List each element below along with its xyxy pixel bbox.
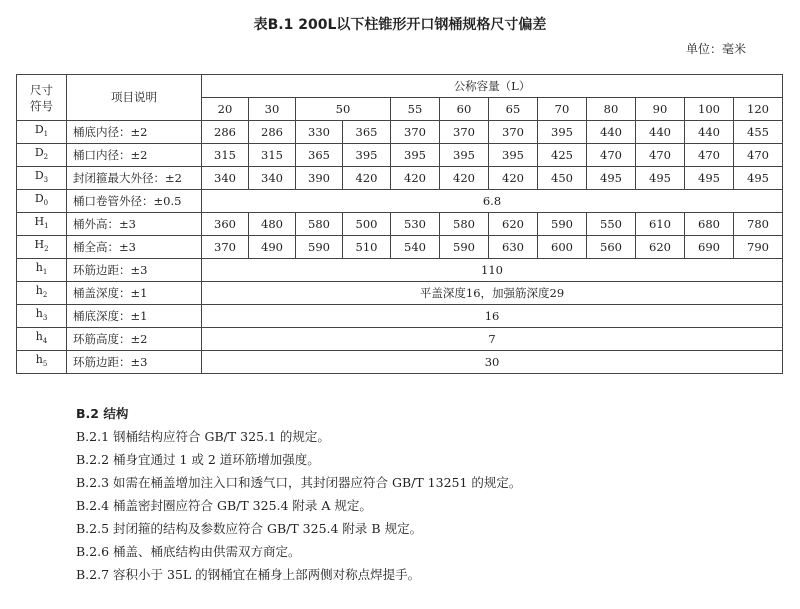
value-cell: 470	[734, 144, 783, 167]
capacity-cell: 80	[587, 98, 636, 121]
capacity-cell: 55	[391, 98, 440, 121]
table-title: 表B.1 200L以下柱锥形开口钢桶规格尺寸偏差	[253, 17, 547, 33]
value-cell: 395	[391, 144, 440, 167]
value-cell: 510	[343, 236, 391, 259]
value-cell: 470	[685, 144, 734, 167]
description-cell: 桶口内径：±2	[67, 144, 202, 167]
value-cell: 495	[685, 167, 734, 190]
value-cell: 590	[538, 213, 587, 236]
merged-value-cell: 30	[202, 351, 783, 374]
merged-value-cell: 7	[202, 328, 783, 351]
value-cell: 620	[489, 213, 538, 236]
description-cell: 环筋高度：±2	[67, 328, 202, 351]
capacity-cell: 90	[636, 98, 685, 121]
value-cell: 450	[538, 167, 587, 190]
list-item: B.2.3 如需在桶盖增加注入口和透气口，其封闭器应符合 GB/T 13251 的规定。	[76, 475, 522, 490]
value-cell: 420	[343, 167, 391, 190]
value-cell: 440	[636, 121, 685, 144]
value-cell: 340	[202, 167, 249, 190]
header-row-1	[17, 75, 783, 98]
symbol-cell: $h_3$	[17, 305, 67, 328]
symbol-cell: $H_1$	[17, 213, 67, 236]
value-cell: 370	[489, 121, 538, 144]
section-title: B.2 结构	[76, 406, 129, 421]
value-cell: 315	[202, 144, 249, 167]
capacity-cell: 20	[202, 98, 249, 121]
merged-value-cell: 16	[202, 305, 783, 328]
list-item: B.2.5 封闭箍的结构及参数应符合 GB/T 325.4 附录 B 规定。	[76, 521, 423, 536]
value-cell: 395	[489, 144, 538, 167]
value-cell: 790	[734, 236, 783, 259]
value-cell: 580	[296, 213, 343, 236]
table-row	[17, 167, 783, 190]
description-cell: 桶底内径：±2	[67, 121, 202, 144]
value-cell: 495	[587, 167, 636, 190]
value-cell: 620	[636, 236, 685, 259]
section-items	[76, 425, 521, 586]
capacity-cell: 100	[685, 98, 734, 121]
value-cell: 495	[636, 167, 685, 190]
table-row	[17, 305, 783, 328]
description-cell: 环筋边距：±3	[67, 351, 202, 374]
capacity-cell: 120	[734, 98, 783, 121]
value-cell: 480	[249, 213, 296, 236]
capacity-cell: 70	[538, 98, 587, 121]
value-cell: 370	[202, 236, 249, 259]
table-row	[17, 259, 783, 282]
value-cell: 780	[734, 213, 783, 236]
value-cell: 455	[734, 121, 783, 144]
value-cell: 540	[391, 236, 440, 259]
value-cell: 395	[440, 144, 489, 167]
value-cell: 550	[587, 213, 636, 236]
list-item: B.2.6 桶盖、桶底结构由供需双方商定。	[76, 544, 301, 559]
value-cell: 440	[587, 121, 636, 144]
symbol-cell: $h_5$	[17, 351, 67, 374]
value-cell: 500	[343, 213, 391, 236]
value-cell: 680	[685, 213, 734, 236]
unit-label: 单位：毫米	[685, 42, 746, 56]
value-cell: 370	[440, 121, 489, 144]
header-capacity: 公称容量（L）	[202, 75, 783, 98]
spec-table	[16, 74, 783, 374]
value-cell: 420	[391, 167, 440, 190]
capacity-cell: 50	[296, 98, 391, 121]
value-cell: 600	[538, 236, 587, 259]
description-cell: 桶口卷管外径：±0.5	[67, 190, 202, 213]
value-cell: 420	[489, 167, 538, 190]
value-cell: 495	[734, 167, 783, 190]
value-cell: 590	[296, 236, 343, 259]
value-cell: 530	[391, 213, 440, 236]
capacity-cell: 30	[249, 98, 296, 121]
value-cell: 470	[587, 144, 636, 167]
merged-value-cell: 110	[202, 259, 783, 282]
value-cell: 395	[538, 121, 587, 144]
value-cell: 395	[343, 144, 391, 167]
table-row	[17, 236, 783, 259]
value-cell: 425	[538, 144, 587, 167]
value-cell: 420	[440, 167, 489, 190]
table-row	[17, 282, 783, 305]
list-item: B.2.2 桶身宜通过 1 或 2 道环筋增加强度。	[76, 452, 320, 467]
table-row	[17, 144, 783, 167]
value-cell: 360	[202, 213, 249, 236]
value-cell: 286	[249, 121, 296, 144]
symbol-cell: $h_1$	[17, 259, 67, 282]
description-cell: 环筋边距：±3	[67, 259, 202, 282]
description-cell: 桶底深度：±1	[67, 305, 202, 328]
value-cell: 590	[440, 236, 489, 259]
description-cell: 桶全高：±3	[67, 236, 202, 259]
value-cell: 340	[249, 167, 296, 190]
table-row	[17, 328, 783, 351]
header-symbol: 尺寸 符号	[17, 75, 67, 121]
description-cell: 桶盖深度：±1	[67, 282, 202, 305]
header-description: 项目说明	[67, 75, 202, 121]
table-row	[17, 213, 783, 236]
merged-value-cell: 6.8	[202, 190, 783, 213]
value-cell: 690	[685, 236, 734, 259]
value-cell: 390	[296, 167, 343, 190]
value-cell: 330	[296, 121, 343, 144]
description-cell: 桶外高：±3	[67, 213, 202, 236]
list-item: B.2.1 钢桶结构应符合 GB/T 325.1 的规定。	[76, 429, 330, 444]
table-row	[17, 121, 783, 144]
merged-value-cell: 平盖深度16，加强筋深度29	[202, 282, 783, 305]
value-cell: 315	[249, 144, 296, 167]
value-cell: 365	[343, 121, 391, 144]
spec-table-body	[17, 121, 783, 374]
table-row	[17, 190, 783, 213]
symbol-cell: $H_2$	[17, 236, 67, 259]
symbol-cell: $D_1$	[17, 121, 67, 144]
value-cell: 490	[249, 236, 296, 259]
symbol-cell: $D_3$	[17, 167, 67, 190]
value-cell: 560	[587, 236, 636, 259]
value-cell: 630	[489, 236, 538, 259]
list-item: B.2.4 桶盖密封圈应符合 GB/T 325.4 附录 A 规定。	[76, 498, 372, 513]
value-cell: 610	[636, 213, 685, 236]
value-cell: 286	[202, 121, 249, 144]
value-cell: 365	[296, 144, 343, 167]
list-item: B.2.7 容积小于 35L 的钢桶宜在桶身上部两侧对称点焊提手。	[76, 567, 421, 582]
description-cell: 封闭箍最大外径：±2	[67, 167, 202, 190]
symbol-cell: $h_4$	[17, 328, 67, 351]
symbol-cell: $D_0$	[17, 190, 67, 213]
symbol-cell: $D_2$	[17, 144, 67, 167]
capacity-cell: 60	[440, 98, 489, 121]
value-cell: 370	[391, 121, 440, 144]
value-cell: 580	[440, 213, 489, 236]
value-cell: 440	[685, 121, 734, 144]
value-cell: 470	[636, 144, 685, 167]
capacity-cell: 65	[489, 98, 538, 121]
table-row	[17, 351, 783, 374]
symbol-cell: $h_2$	[17, 282, 67, 305]
